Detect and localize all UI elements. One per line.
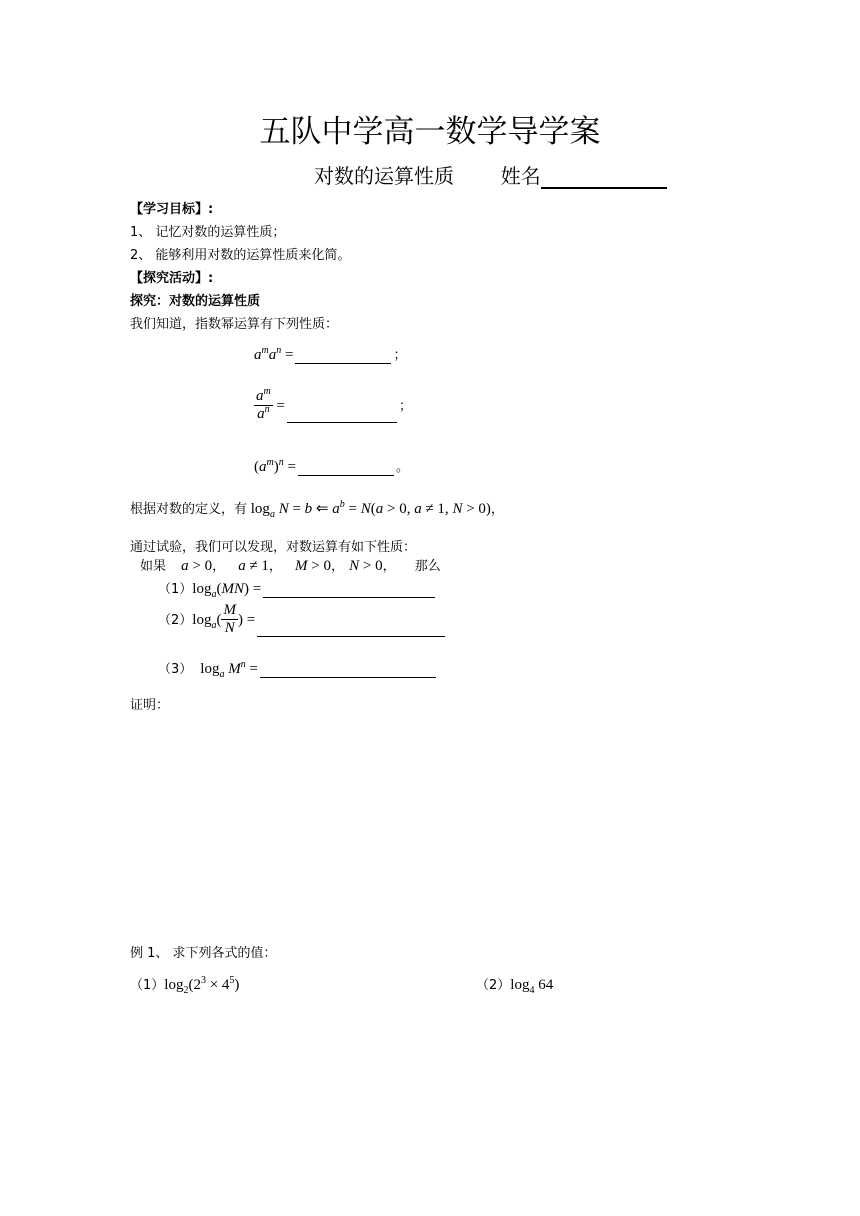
proof-label: 证明： [130, 698, 170, 713]
answer-blank[interactable] [263, 585, 435, 598]
log-definition: 根据对数的定义，有 $\log_a N = b$ ⇐ $a^b = N(a > 0$, a ≠ 1, N > 0)， [130, 499, 504, 520]
log-property-3: （3） $\log_a M^n$ = [158, 658, 438, 678]
goals-heading: 【学习目标】: [130, 202, 214, 217]
example-item-2: $(2)\log_4$ 64 [476, 977, 554, 996]
answer-blank[interactable] [257, 624, 445, 637]
goal-item-1: 1、 记忆对数的运算性质； [130, 225, 286, 240]
topic-title: 对数的运算性质 [314, 164, 454, 188]
lesson-subtitle [314, 160, 667, 189]
goal-item-2: 2、 能够利用对数的运算性质来化简。 [130, 248, 351, 263]
exp-property-power: $(a^m)^n$ = 。 [254, 457, 409, 475]
name-blank[interactable] [541, 166, 667, 189]
log-property-1: $(1)\log_a(MN)$ = [158, 578, 437, 598]
activity-heading: 【探究活动】: [130, 271, 214, 286]
exp-property-quotient: $\frac{a^m}{a^n}$ = ； [256, 386, 412, 422]
explore-intro: 我们知道，指数幂运算有下列性质： [130, 317, 339, 332]
exp-property-product: $a^ma^n$ = ； [254, 345, 407, 363]
log-property-2: $(2)\log_a$( $\frac{M}{N}$ ) = [158, 602, 447, 637]
example-title: 例 1、 求下列各式的值： [130, 946, 277, 961]
page-title: 五队中学高一数学导学案 [259, 114, 601, 150]
example-item-1: $(1)\log_2(2^3 \times 4^5)$ [130, 975, 240, 996]
name-label: 姓名 [500, 164, 541, 188]
answer-blank[interactable] [287, 410, 397, 423]
explore-title: 探究：对数的运算性质 [130, 294, 261, 309]
conditions: 如果 a > 0， a ≠ 1， M > 0， N > 0， 那么 [140, 558, 441, 574]
answer-blank[interactable] [295, 351, 391, 364]
discover-text: 通过试验，我们可以发现，对数运算有如下性质： [130, 540, 417, 555]
answer-blank[interactable] [260, 665, 436, 678]
answer-blank[interactable] [298, 463, 394, 476]
